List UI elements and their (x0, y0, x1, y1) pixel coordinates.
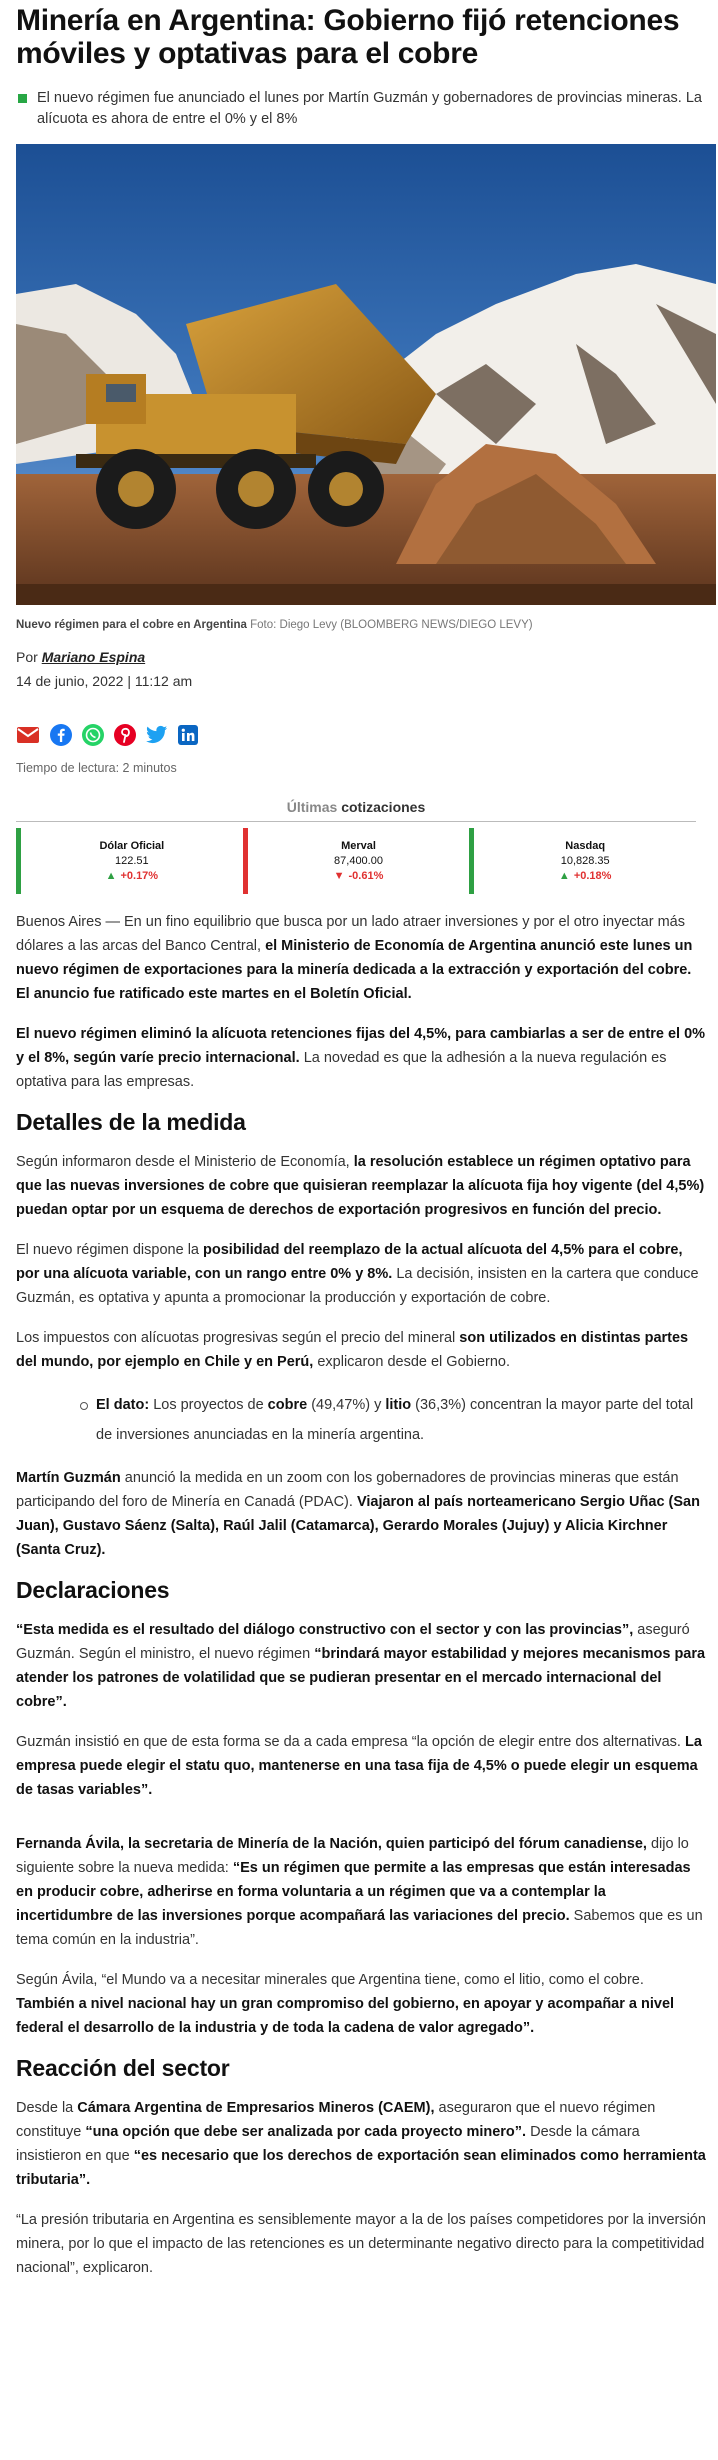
text-span: La decisión, insisten en la cartera que conduce Guzmán, es optativa y apunta a promocionar la producción y exportación de cobre. (16, 1266, 699, 1306)
text-span: Según informaron desde el Ministerio de Economía, (16, 1154, 354, 1170)
mining-truck-photo (16, 144, 716, 605)
bold-span: La empresa puede elegir el statu quo, mantenerse en una tasa fija de 4,5% o puede elegir un esquema de tasas variables”. (16, 1734, 702, 1798)
quote-name: Merval (341, 840, 376, 852)
quote-value: 122.51 (115, 855, 149, 867)
quote-dolar-oficial[interactable] (16, 828, 243, 894)
article-body (16, 910, 706, 2280)
quote-name: Dólar Oficial (99, 840, 165, 852)
image-caption (16, 619, 718, 631)
text-span: anunció la medida en un zoom con los gobernadores de provincias mineras que están participando del foro de Minería en Canadá (PDAC). (16, 1470, 679, 1510)
quote-value: 10,828.35 (560, 855, 610, 867)
linkedin-icon[interactable] (178, 725, 198, 745)
text-span: El nuevo régimen dispone la (16, 1242, 204, 1258)
quote-change-value: -0.61% (348, 870, 384, 882)
paragraph-progressive-taxes (16, 1326, 706, 1374)
lead-text: El nuevo régimen fue anunciado el lunes por Martín Guzmán y gobernadores de provincias mineras. La alícuota es ahora de entre el 0% y el 8% (37, 90, 702, 127)
fact-list (96, 1390, 706, 1450)
lead-bullet-icon (18, 94, 27, 103)
text-span: explicaron desde el Gobierno. (313, 1354, 510, 1370)
quote-nasdaq[interactable] (469, 828, 696, 894)
quote-change (474, 870, 696, 882)
up-arrow-icon: ▲ (105, 870, 117, 882)
text-span: aseguraron que el nuevo régimen constituye (16, 2100, 656, 2140)
bold-span: cobre (267, 1397, 308, 1413)
bold-span: El nuevo régimen eliminó la alícuota retenciones fijas del 4,5%, para cambiarlas a ser de entre el 0% y el 8%, según varíe precio internacional. (16, 1026, 706, 1066)
mail-icon[interactable] (16, 726, 40, 744)
quote-body (21, 828, 243, 894)
text-span: Los impuestos con alícuotas progresivas según el precio del mineral (16, 1330, 460, 1346)
facebook-icon[interactable] (50, 724, 72, 746)
caption-title: Nuevo régimen para el cobre en Argentina (16, 619, 247, 631)
paragraph-resolution (16, 1150, 706, 1222)
caption-credit: Foto: Diego Levy (250, 619, 338, 631)
bold-span: “es necesario que los derechos de exportación sean eliminados como herramienta tributaria”. (16, 2148, 706, 2188)
paragraph-zoom (16, 1466, 706, 1562)
quote-value: 87,400.00 (334, 855, 383, 867)
heading-reaccion: Reacción del sector (16, 2055, 230, 2081)
text-span: aseguró Guzmán. Según el ministro, el nuevo régimen (16, 1622, 690, 1662)
article-lead (16, 88, 706, 130)
quote-change-value: +0.18% (573, 870, 612, 882)
market-quotes-widget (16, 799, 716, 894)
bold-span: Martín Guzmán (16, 1470, 121, 1486)
text-span: Sabemos que es un tema común en la industria”. (16, 1908, 703, 1948)
paragraph-regime (16, 1022, 706, 1094)
publish-date: 14 de junio, 2022 | 11:12 am (16, 673, 193, 689)
share-bar (16, 723, 718, 747)
pinterest-icon[interactable] (114, 724, 136, 746)
article-page (0, 4, 718, 2280)
quote-change (248, 870, 470, 882)
bold-span: la resolución establece un régimen optativo para que las nuevas inversiones de cobre que quisieran reemplazar la alícuota fija hoy vigente (del 4,5%) puedan optar por un esquema de derechos de exportación progresivos en función del precio. (16, 1154, 705, 1218)
paragraph-avila-minerals (16, 1968, 706, 2040)
paragraph-guzman-quote (16, 1618, 706, 1714)
heading-declaraciones: Declaraciones (16, 1577, 170, 1603)
quotes-heading-suffix: cotizaciones (341, 799, 426, 815)
bold-span: “brindará mayor estabilidad y mejores mecanismos para atender los patrones de volatilidad que se pudieran presentar en el mercado internacional del cobre”. (16, 1646, 706, 1710)
paragraph-guzman-options (16, 1730, 706, 1802)
paragraph-intro (16, 910, 706, 1006)
text-span: La novedad es que la adhesión a la nueva regulación es optativa para las empresas. (16, 1050, 667, 1090)
heading-detalles: Detalles de la medida (16, 1109, 246, 1135)
bold-span: “una opción que debe ser analizada por cada proyecto minero”. (85, 2124, 527, 2140)
text-span: Desde la (16, 2100, 78, 2116)
text-span: Guzmán insistió en que de esta forma se da a cada empresa “la opción de elegir entre dos alternativas. (16, 1734, 685, 1750)
byline (16, 649, 718, 665)
paragraph-tax-pressure: “La presión tributaria en Argentina es sensiblemente mayor a la de los países competidores por la inversión minera, por lo que el impacto de las retenciones es un determinante negativo directo para la competitividad nacional”, explicaron. (16, 2212, 706, 2276)
text-span: Buenos Aires — En un fino equilibrio que busca por un lado atraer inversiones y por el otro inyectar más dólares a las arcas del Banco Central, (16, 914, 685, 954)
bold-span: “Es un régimen que permite a las empresas que están interesadas en producir cobre, adherirse en forma voluntaria a un régimen que va a contemplar la incertidumbre de las inversiones porque acompañará las variaciones del precio. (16, 1860, 691, 1924)
quote-name: Nasdaq (565, 840, 606, 852)
down-arrow-icon: ▼ (333, 870, 345, 882)
quote-body (474, 828, 696, 894)
bold-span: También a nivel nacional hay un gran compromiso del gobierno, en apoyar y acompañar a nivel federal el desarrollo de la industria y de toda la cadena de valor agregado”. (16, 1996, 675, 2036)
list-item (96, 1390, 706, 1450)
text-span: (36,3%) concentran la mayor parte del total de inversiones anunciadas en la minería argentina. (96, 1397, 694, 1443)
quote-body (248, 828, 470, 894)
bold-span: Fernanda Ávila, la secretaria de Minería de la Nación, quien participó del fórum canadiense, (16, 1836, 647, 1852)
text-span: (49,47%) y (307, 1397, 386, 1413)
paragraph-caem (16, 2096, 706, 2192)
text-span: Según Ávila, “el Mundo va a necesitar minerales que Argentina tiene, como el litio, como el cobre. (16, 1972, 644, 1988)
quotes-row (16, 828, 696, 894)
quote-change (21, 870, 243, 882)
bold-span: Cámara Argentina de Empresarios Mineros (CAEM), (77, 2100, 435, 2116)
bold-span: Viajaron al país norteamericano Sergio Uñac (San Juan), Gustavo Sáenz (Salta), Raúl Jalil (Catamarca), Gerardo Morales (Jujuy) y Alicia Kirchner (Santa Cruz). (16, 1494, 700, 1558)
bold-span: “Esta medida es el resultado del diálogo constructivo con el sector y con las provincias”, (16, 1622, 634, 1638)
spacer (16, 1818, 706, 1832)
bold-span: litio (385, 1397, 412, 1413)
text-span: dijo lo siguiente sobre la nueva medida: (16, 1836, 689, 1876)
quote-merval[interactable] (243, 828, 470, 894)
hero-image (16, 144, 716, 605)
author-link[interactable]: Mariano Espina (41, 649, 146, 665)
paragraph-variable-rate (16, 1238, 706, 1310)
quote-change-value: +0.17% (120, 870, 159, 882)
bold-span: posibilidad del reemplazo de la actual alícuota del 4,5% para el cobre, por una alícuota variable, con un rango entre 0% y 8%. (16, 1242, 683, 1282)
caption-source: (BLOOMBERG NEWS/DIEGO LEVY) (340, 619, 533, 631)
article-title: Minería en Argentina: Gobierno fijó retenciones móviles y optativas para el cobre (16, 4, 680, 70)
whatsapp-icon[interactable] (82, 724, 104, 746)
bold-span: El dato: (96, 1397, 150, 1413)
paragraph-avila (16, 1832, 706, 1952)
quotes-heading-prefix: Últimas (286, 799, 338, 815)
up-arrow-icon: ▲ (558, 870, 570, 882)
twitter-icon[interactable] (146, 725, 168, 745)
text-span: Los proyectos de (149, 1397, 268, 1413)
byline-prefix: Por (16, 649, 38, 665)
quotes-heading (16, 799, 696, 822)
read-time: Tiempo de lectura: 2 minutos (16, 761, 177, 775)
bold-span: el Ministerio de Economía de Argentina anunció este lunes un nuevo régimen de exportaciones para la minería dedicada a la extracción y exportación del cobre. El anuncio fue ratificado este martes en el Boletín Oficial. (16, 938, 693, 1002)
bold-span: son utilizados en distintas partes del mundo, por ejemplo en Chile y en Perú, (16, 1330, 689, 1370)
text-span: Desde la cámara insistieron en que (16, 2124, 640, 2164)
